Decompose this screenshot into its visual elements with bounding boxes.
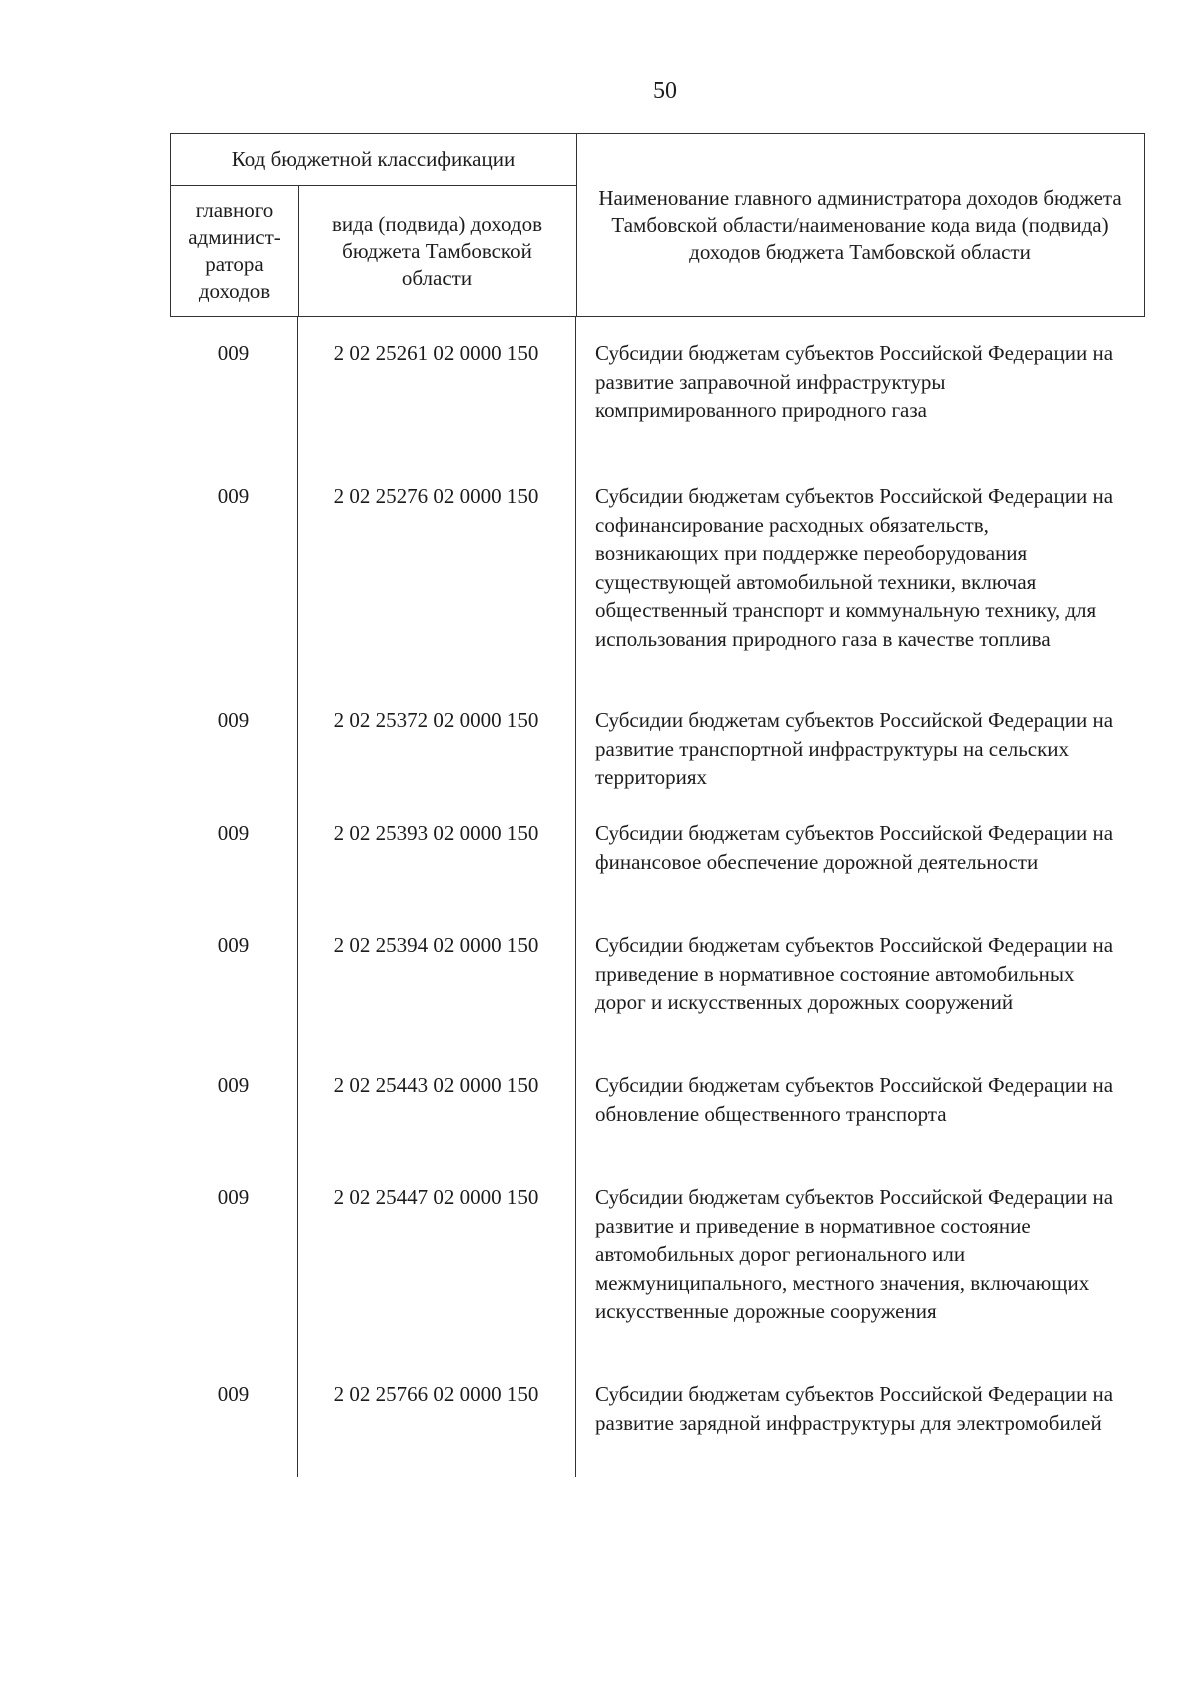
column-divider (575, 317, 576, 1477)
income-name: Субсидии бюджетам субъектов Российской Федерации на обновление общественного транспорта (595, 1073, 1114, 1126)
admin-code: 009 (217, 933, 250, 957)
income-code: 2 02 25276 02 0000 150 (333, 484, 539, 508)
income-code: 2 02 25766 02 0000 150 (333, 1382, 539, 1406)
income-code: 2 02 25372 02 0000 150 (333, 708, 539, 732)
income-name: Субсидии бюджетам субъектов Российской Федерации на развитие и приведение в нормативное состояние автомобильных дорог регионального или межмуниципального, местного значения, включающих искусственные дорожные сооружения (595, 1185, 1114, 1323)
admin-code: 009 (217, 821, 250, 845)
header-name-label: Наименование главного администратора доходов бюджета Тамбовской области/наименование кода вида (подвида) доходов бюджета Тамбовской области (598, 185, 1122, 264)
income-name: Субсидии бюджетам субъектов Российской Федерации на развитие зарядной инфраструктуры для электромобилей (595, 1382, 1114, 1435)
table-header (170, 133, 1145, 317)
header-admin-label: главного админист-ратора доходов (188, 198, 281, 303)
income-name: Субсидии бюджетам субъектов Российской Федерации на развитие заправочной инфраструктуры компримированного природного газа (595, 341, 1114, 422)
income-code: 2 02 25393 02 0000 150 (333, 821, 539, 845)
page-number: 50 (653, 78, 677, 104)
income-name: Субсидии бюджетам субъектов Российской Федерации на софинансирование расходных обязательств, возникающих при поддержке переоборудования существующей автомобильной техники, включая общественный транспорт и коммунальную технику, для использования природного газа в качестве топлива (595, 484, 1114, 651)
admin-code: 009 (217, 1073, 250, 1097)
header-group-label: Код бюджетной классификации (231, 147, 516, 171)
admin-code: 009 (217, 341, 250, 365)
income-code: 2 02 25394 02 0000 150 (333, 933, 539, 957)
income-name: Субсидии бюджетам субъектов Российской Федерации на развитие транспортной инфраструктуры на сельских территориях (595, 708, 1114, 789)
income-code: 2 02 25261 02 0000 150 (333, 341, 539, 365)
header-code-label: вида (подвида) доходов бюджета Тамбовской области (332, 211, 542, 290)
income-code: 2 02 25447 02 0000 150 (333, 1185, 539, 1209)
income-name: Субсидии бюджетам субъектов Российской Федерации на финансовое обеспечение дорожной деятельности (595, 821, 1114, 874)
admin-code: 009 (217, 1185, 250, 1209)
admin-code: 009 (217, 484, 250, 508)
income-name: Субсидии бюджетам субъектов Российской Федерации на приведение в нормативное состояние автомобильных дорог и искусственных дорожных сооружений (595, 933, 1114, 1014)
admin-code: 009 (217, 1382, 250, 1406)
admin-code: 009 (217, 708, 250, 732)
income-code: 2 02 25443 02 0000 150 (333, 1073, 539, 1097)
